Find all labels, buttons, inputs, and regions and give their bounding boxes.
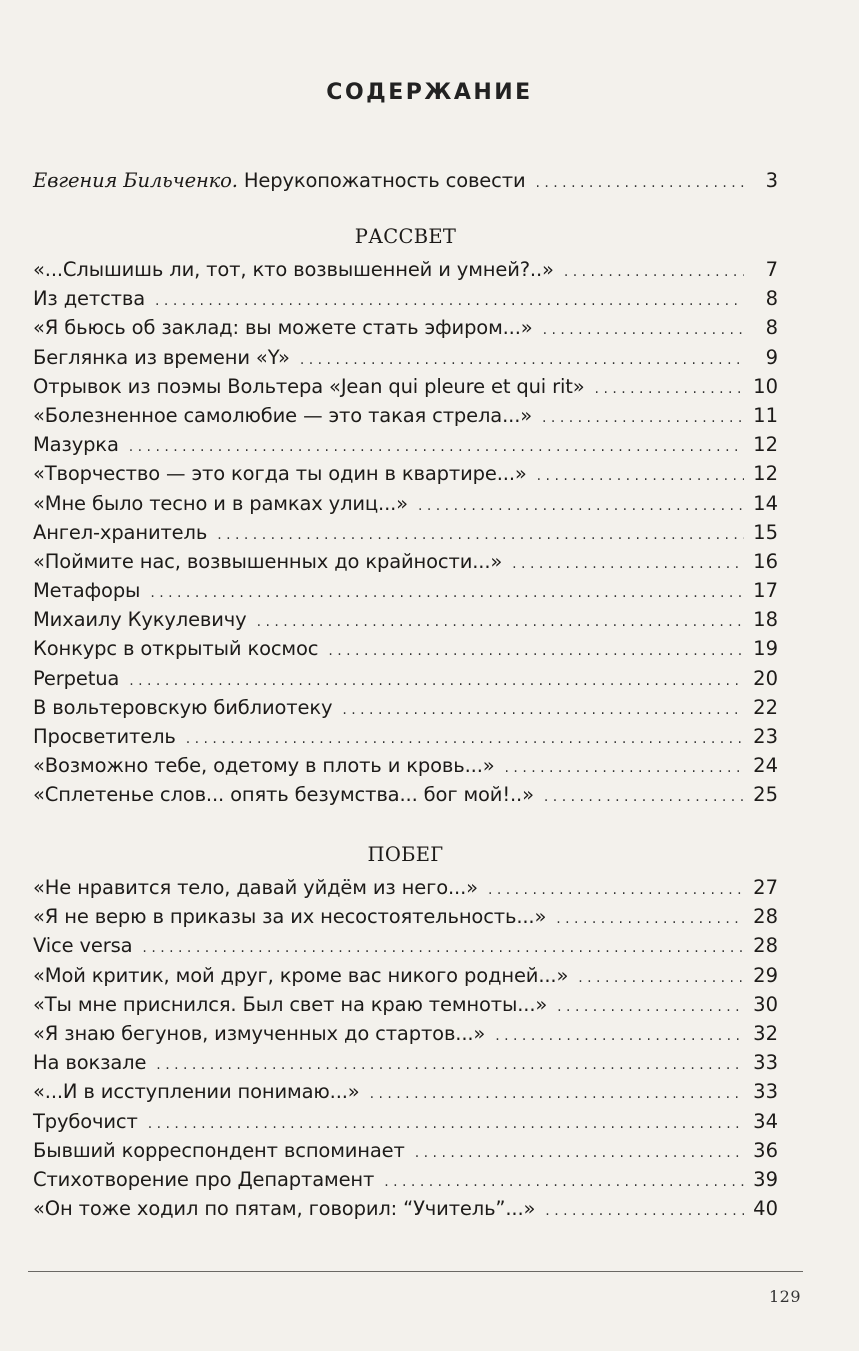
toc-entry-page: 32 (753, 1021, 778, 1045)
toc-entry[interactable] (33, 518, 778, 547)
toc-entry-page: 18 (753, 608, 778, 632)
leader-dots (418, 492, 744, 521)
toc-entry-page: 11 (753, 403, 778, 427)
toc-entry-page: 12 (753, 462, 778, 486)
toc-entry[interactable] (33, 372, 778, 401)
toc-entry[interactable] (33, 634, 778, 663)
leader-dots (156, 1051, 744, 1080)
toc-entry-page: 29 (753, 963, 778, 987)
toc-entry[interactable] (33, 547, 778, 576)
toc-entry-title: Михаилу Кукулевичу (33, 608, 247, 632)
toc-entry-page: 24 (753, 754, 778, 778)
toc-entry[interactable] (33, 605, 778, 634)
toc-entry[interactable] (33, 990, 778, 1019)
section-items (33, 255, 778, 810)
leader-dots (300, 346, 744, 375)
leader-dots (505, 754, 744, 783)
toc-entry-title: Метафоры (33, 579, 141, 603)
toc-entry[interactable] (33, 1048, 778, 1077)
toc-entry-title: Трубочист (33, 1109, 138, 1133)
toc-entry-author: Евгения Бильченко. (33, 169, 238, 192)
toc-entry-title: Perpetua (33, 666, 120, 690)
toc-entry-title: В вольтеровскую библиотеку (33, 695, 333, 719)
toc-entry-page: 30 (753, 992, 778, 1016)
toc-entry[interactable] (33, 166, 778, 195)
toc-entry-title: «Возможно тебе, одетому в плоть и кровь...» (33, 754, 495, 778)
toc-entry-page: 20 (753, 666, 778, 690)
toc-entry-page: 22 (753, 695, 778, 719)
leader-dots (542, 404, 744, 433)
toc-entry-title: «Я знаю бегунов, измученных до стартов...» (33, 1021, 486, 1045)
toc-entry-page: 17 (753, 579, 778, 603)
section-items (33, 873, 778, 1223)
toc-entry-title: Мазурка (33, 433, 119, 457)
leader-dots (148, 1110, 744, 1139)
section-heading: ПОБЕГ (367, 843, 444, 866)
toc-entry-page: 36 (753, 1138, 778, 1162)
leader-dots (129, 667, 744, 696)
toc-entry[interactable] (33, 255, 778, 284)
toc-entry-page: 28 (753, 934, 778, 958)
toc-entry[interactable] (33, 430, 778, 459)
leader-dots (543, 316, 744, 345)
toc-entry[interactable] (33, 576, 778, 605)
leader-dots (342, 696, 744, 725)
toc-entry[interactable] (33, 1165, 778, 1194)
leader-dots (129, 433, 744, 462)
toc-entry-page: 16 (753, 549, 778, 573)
toc-entry[interactable] (33, 693, 778, 722)
leader-dots (578, 964, 744, 993)
leader-dots (370, 1080, 744, 1109)
toc-entry[interactable] (33, 722, 778, 751)
leader-dots (512, 550, 744, 579)
toc-entry-title: «Не нравится тело, давай уйдём из него...» (33, 876, 478, 899)
toc-entry[interactable] (33, 780, 778, 809)
toc-entry-page: 12 (753, 433, 778, 457)
toc-entry-title: Просветитель (33, 725, 176, 748)
toc-entry-page: 8 (765, 287, 778, 311)
toc-section-rassvet (33, 219, 778, 810)
leader-dots (415, 1139, 744, 1168)
leader-dots (557, 993, 744, 1022)
toc-entry-title: «Я бьюсь об заклад: вы можете стать эфиром...» (33, 316, 533, 340)
toc-entry[interactable] (33, 1077, 778, 1106)
toc-entry-title: Бывший корреспондент вспоминает (33, 1138, 405, 1162)
toc-entry[interactable] (33, 902, 778, 931)
toc-entry-page: 28 (753, 905, 778, 929)
leader-dots (150, 579, 744, 608)
toc-entry[interactable] (33, 284, 778, 313)
toc-entry-page: 19 (753, 637, 778, 661)
toc-entry-title: «...Слышишь ли, тот, кто возвышенней и умней?..» (33, 258, 554, 281)
toc-entry[interactable] (33, 664, 778, 693)
toc-entry-title: Vice versa (33, 934, 133, 958)
toc-entry-title: Конкурс в открытый космос (33, 637, 319, 661)
toc-entry-title: «Я не верю в приказы за их несостоятельность...» (33, 905, 547, 929)
toc-entry[interactable] (33, 1107, 778, 1136)
toc-entry-title: Беглянка из времени «Y» (33, 345, 290, 369)
toc-entry-page: 15 (753, 520, 778, 544)
toc-intro (33, 166, 778, 195)
leader-dots (545, 1197, 744, 1226)
toc-entry-title: «Он тоже ходил по пятам, говорил: “Учитель”...» (33, 1197, 536, 1221)
toc-entry-page: 23 (753, 725, 778, 748)
leader-dots (544, 783, 744, 812)
toc-entry-title: Ангел-хранитель (33, 520, 208, 544)
section-heading: РАССВЕТ (354, 225, 457, 248)
toc-entry-page: 39 (753, 1167, 778, 1191)
toc-entry[interactable] (33, 873, 778, 902)
toc-entry[interactable] (33, 489, 778, 518)
toc-entry-title: «Ты мне приснился. Был свет на краю темноты...» (33, 992, 548, 1016)
toc-section-pobeg (33, 837, 778, 1223)
toc-entry[interactable] (33, 961, 778, 990)
toc-entry-title: Из детства (33, 287, 146, 311)
toc-entry-title: «Творчество — это когда ты один в квартире...» (33, 462, 527, 486)
toc-entry[interactable] (33, 751, 778, 780)
toc-entry[interactable] (33, 1194, 778, 1223)
leader-dots (564, 258, 744, 287)
leader-dots (186, 725, 744, 754)
leader-dots (384, 1168, 744, 1197)
toc-entry-title: Стихотворение про Департамент (33, 1167, 375, 1191)
toc-entry-page: 25 (753, 783, 778, 807)
toc-entry-title: «Сплетенье слов... опять безумства... бог мой!..» (33, 783, 534, 807)
toc-entry-page: 9 (765, 345, 778, 369)
leader-dots (488, 876, 744, 905)
leader-dots (495, 1022, 744, 1051)
footer-rule (28, 1271, 803, 1272)
leader-dots (257, 608, 744, 637)
leader-dots (328, 637, 744, 666)
leader-dots (595, 375, 744, 404)
leader-dots (535, 169, 744, 198)
toc-entry-page: 33 (753, 1051, 778, 1075)
leader-dots (155, 287, 744, 316)
toc-entry-title-text: Нерукопожатность совести (243, 169, 526, 192)
toc-entry[interactable] (33, 931, 778, 960)
toc-entry-title: «Мне было тесно и в рамках улиц...» (33, 491, 408, 515)
toc-entry-page: 14 (753, 491, 778, 515)
toc-entry[interactable] (33, 1136, 778, 1165)
toc-entry-title: «Поймите нас, возвышенных до крайности...» (33, 549, 503, 573)
toc-entry[interactable] (33, 401, 778, 430)
toc-entry-page: 33 (753, 1080, 778, 1104)
toc-entry-page: 7 (765, 258, 778, 281)
toc-entry[interactable] (33, 459, 778, 488)
toc-entry-page: 27 (753, 876, 778, 899)
page-title: СОДЕРЖАНИЕ (326, 80, 533, 105)
toc-entry[interactable] (33, 343, 778, 372)
page-number: 129 (768, 1287, 801, 1306)
toc-entry-title: На вокзале (33, 1051, 147, 1075)
leader-dots (556, 905, 744, 934)
toc-entry-title: Отрывок из поэмы Вольтера «Jean qui pleure et qui rit» (33, 374, 585, 398)
toc-entry-page: 34 (753, 1109, 778, 1133)
toc-entry-title: «...И в исступлении понимаю...» (33, 1080, 360, 1104)
toc-entry-page: 10 (753, 374, 778, 398)
toc-entry-page: 40 (753, 1197, 778, 1221)
toc-entry[interactable] (33, 313, 778, 342)
toc-entry-title (33, 166, 525, 195)
toc-entry-title: «Болезненное самолюбие — это такая стрела...» (33, 403, 533, 427)
toc-entry[interactable] (33, 1019, 778, 1048)
toc-entry-title: «Мой критик, мой друг, кроме вас никого родней...» (33, 963, 569, 987)
toc-entry-page: 8 (765, 316, 778, 340)
toc-entry-page: 3 (765, 169, 778, 192)
leader-dots (537, 462, 744, 491)
leader-dots (217, 521, 744, 550)
leader-dots (142, 934, 744, 963)
